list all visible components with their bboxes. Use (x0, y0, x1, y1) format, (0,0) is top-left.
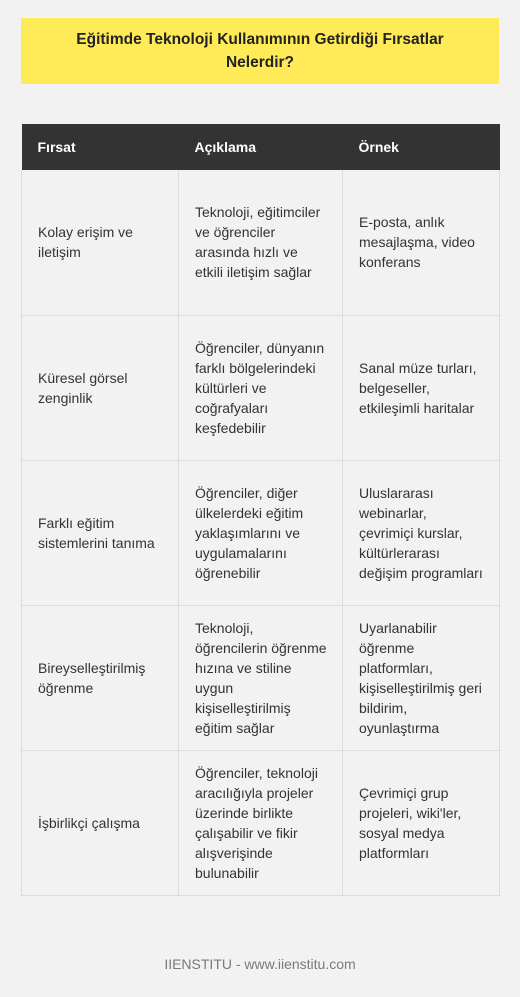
table-header-row (22, 124, 500, 170)
cell-opportunity: Küresel görsel zenginlik (22, 315, 179, 460)
cell-example: Çevrimiçi grup projeleri, wiki'ler, sosyal medya platformları (343, 750, 500, 895)
table-row (22, 170, 500, 315)
cell-example: Uyarlanabilir öğrenme platformları, kişiselleştirilmiş geri bildirim, oyunlaştırma (343, 605, 500, 750)
cell-description: Teknoloji, öğrencilerin öğrenme hızına ve stiline uygun kişiselleştirilmiş eğitim sağlar (179, 605, 343, 750)
cell-example: Uluslararası webinarlar, çevrimiçi kurslar, kültürlerarası değişim programları (343, 460, 500, 605)
header-opportunity: Fırsat (37, 139, 76, 155)
cell-description: Öğrenciler, teknoloji aracılığıyla projeler üzerinde birlikte çalışabilir ve fikir alışverişinde bulunabilir (179, 750, 343, 895)
header-example: Örnek (358, 139, 399, 155)
table-row (22, 315, 500, 460)
cell-opportunity: İşbirlikçi çalışma (22, 750, 179, 895)
header-description: Açıklama (194, 139, 256, 155)
page-title: Eğitimde Teknoloji Kullanımının Getirdiği Fırsatlar Nelerdir? (76, 31, 444, 71)
table-row (22, 750, 500, 895)
cell-example: Sanal müze turları, belgeseller, etkileşimli haritalar (343, 315, 500, 460)
cell-opportunity: Kolay erişim ve iletişim (22, 170, 179, 315)
cell-description: Öğrenciler, dünyanın farklı bölgelerindeki kültürleri ve coğrafyaları keşfedebilir (179, 315, 343, 460)
cell-example: E-posta, anlık mesajlaşma, video konferans (343, 170, 500, 315)
cell-description: Öğrenciler, diğer ülkelerdeki eğitim yaklaşımlarını ve uygulamalarını öğrenebilir (179, 460, 343, 605)
cell-description: Teknoloji, eğitimciler ve öğrenciler arasında hızlı ve etkili iletişim sağlar (179, 170, 343, 315)
footer-credit: IIENSTITU - www.iienstitu.com (164, 956, 356, 972)
cell-opportunity: Bireyselleştirilmiş öğrenme (22, 605, 179, 750)
opportunities-table (21, 124, 500, 896)
title-banner (21, 18, 499, 84)
cell-opportunity: Farklı eğitim sistemlerini tanıma (22, 460, 179, 605)
table-row (22, 460, 500, 605)
table-row (22, 605, 500, 750)
